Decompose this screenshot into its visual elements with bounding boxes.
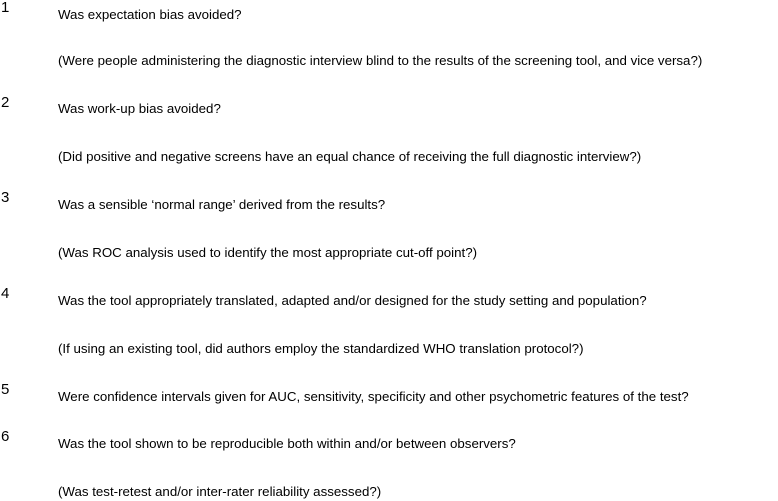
item-note: (Were people administering the diagnostic interview blind to the results of the screening tool, and vice versa?) <box>58 53 703 68</box>
item-number: 2 <box>1 94 10 111</box>
item-number: 1 <box>1 0 10 16</box>
item-question: Was expectation bias avoided? <box>58 7 242 22</box>
item-question: Was work-up bias avoided? <box>58 101 221 116</box>
item-question: Was the tool shown to be reproducible both within and/or between observers? <box>58 436 516 451</box>
item-number: 4 <box>1 285 10 302</box>
item-number: 5 <box>1 381 10 398</box>
item-number: 3 <box>1 189 10 206</box>
item-question: Was a sensible ‘normal range’ derived from the results? <box>58 197 386 212</box>
item-note: (Did positive and negative screens have an equal chance of receiving the full diagnostic interview?) <box>58 149 642 164</box>
item-note: (If using an existing tool, did authors employ the standardized WHO translation protocol?) <box>58 341 584 356</box>
item-question: Were confidence intervals given for AUC, sensitivity, specificity and other psychometric features of the test? <box>58 389 689 404</box>
item-note: (Was ROC analysis used to identify the most appropriate cut-off point?) <box>58 245 478 260</box>
item-number: 6 <box>1 428 10 445</box>
item-note: (Was test-retest and/or inter-rater reliability assessed?) <box>58 484 382 499</box>
item-question: Was the tool appropriately translated, adapted and/or designed for the study setting and population? <box>58 293 647 308</box>
